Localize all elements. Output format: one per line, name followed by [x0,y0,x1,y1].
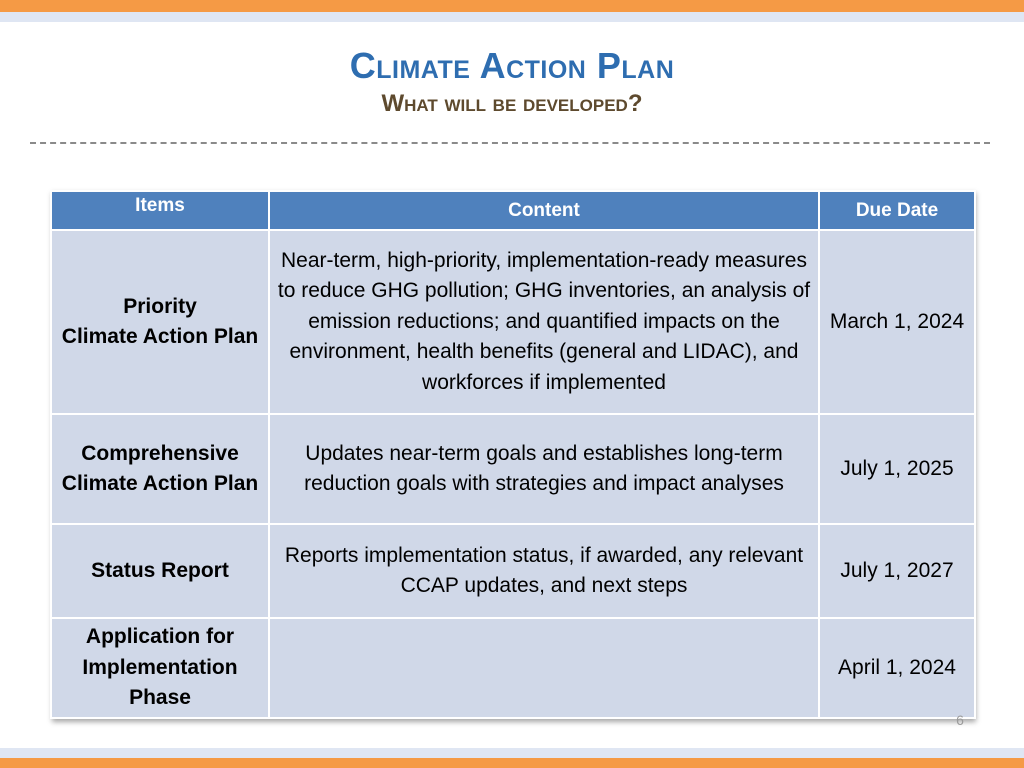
plan-table [50,190,974,719]
item-label-line2: Climate Action Plan [61,325,259,348]
item-label-line1: Comprehensive [81,441,239,465]
item-label-line1: Priority [123,294,197,318]
header-content: Content [269,191,819,230]
row-due-date: July 1, 2027 [819,524,975,618]
table-row [51,524,975,618]
slide-subtitle: What will be developed? [381,90,643,117]
row-item: Status Report [51,524,269,618]
header-due-date: Due Date [819,191,975,230]
table-row [51,618,975,718]
row-due-date: March 1, 2024 [819,230,975,414]
row-content: Near-term, high-priority, implementation-ready measures to reduce GHG pollution; GHG inventories, an analysis of emission reductions; and quantified impacts on the environment, health benefits (general and LIDAC), and workforces if implemented [269,230,819,414]
row-item: Application for Implementation Phase [51,618,269,718]
row-content [269,618,819,718]
bottom-orange-bar [0,758,1024,768]
page-number: 6 [956,712,964,728]
row-item [51,230,269,414]
header-items: Items [51,191,269,230]
dashed-divider [30,142,990,144]
bottom-blue-bar [0,748,1024,758]
row-due-date: April 1, 2024 [819,618,975,718]
top-blue-bar [0,12,1024,22]
table-row [51,414,975,524]
table-header-row [51,191,975,230]
item-label-line2: Climate Action Plan [61,472,259,495]
row-content: Reports implementation status, if awarded, any relevant CCAP updates, and next steps [269,524,819,618]
top-orange-bar [0,0,1024,12]
row-content: Updates near-term goals and establishes long-term reduction goals with strategies and impact analyses [269,414,819,524]
slide-title: Climate Action Plan [349,45,675,86]
table-row [51,230,975,414]
row-due-date: July 1, 2025 [819,414,975,524]
row-item [51,414,269,524]
